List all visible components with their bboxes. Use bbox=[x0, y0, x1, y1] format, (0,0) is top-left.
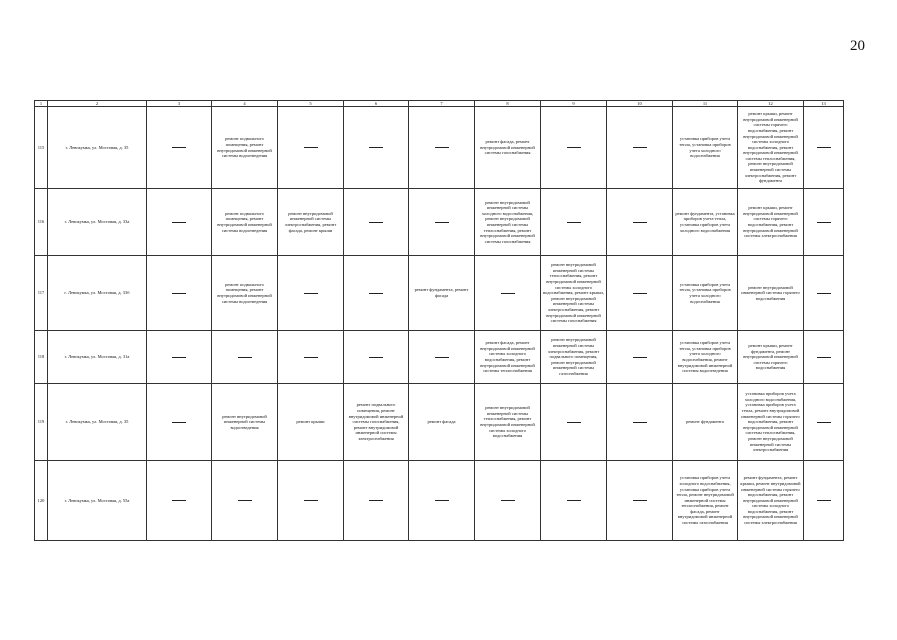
dash-mark bbox=[172, 357, 186, 358]
empty-cell bbox=[607, 461, 673, 541]
dash-mark bbox=[304, 147, 318, 148]
empty-cell bbox=[344, 461, 409, 541]
dash-mark bbox=[435, 222, 449, 223]
work-cell: ремонт фундамента, установка приборов учета тепла, установка приборов учета холодного водоснабжения bbox=[673, 189, 738, 256]
dash-mark bbox=[567, 422, 581, 423]
dash-mark bbox=[817, 500, 831, 501]
empty-cell bbox=[804, 256, 844, 331]
row-number: 115 bbox=[35, 107, 48, 189]
dash-mark bbox=[172, 500, 186, 501]
empty-cell bbox=[804, 331, 844, 384]
address-cell: г. Левокумка, ул. Мостовая, д. 35 bbox=[48, 107, 147, 189]
address-cell: г. Левокумка, ул. Мостовая, д. 33б bbox=[48, 256, 147, 331]
work-cell: ремонт крыши, ремонт фундамента, ремонт внутридомовой инженерной системы горячего водоснабжения bbox=[738, 331, 804, 384]
dash-mark bbox=[633, 293, 647, 294]
empty-cell bbox=[278, 331, 344, 384]
empty-cell bbox=[607, 107, 673, 189]
column-number-cell: 3 bbox=[147, 101, 212, 107]
empty-cell bbox=[344, 256, 409, 331]
dash-mark bbox=[369, 293, 383, 294]
row-number: 117 bbox=[35, 256, 48, 331]
empty-cell bbox=[541, 107, 607, 189]
empty-cell bbox=[409, 107, 475, 189]
address-cell: г. Левокумка, ул. Мостовая, д. 55а bbox=[48, 461, 147, 541]
empty-cell bbox=[607, 189, 673, 256]
dash-mark bbox=[633, 500, 647, 501]
empty-cell bbox=[344, 107, 409, 189]
dash-mark bbox=[304, 500, 318, 501]
work-cell: ремонт внутридомовой инженерной системы теплоснабжения, ремонт внутридомовой инженерной системы холодного водоснабжения, ремонт крыши, ремонт внутридомовой инженерной системы электроснабжения, ремонт внутридомовой инженерной системы газоснабжения bbox=[541, 256, 607, 331]
empty-cell bbox=[409, 461, 475, 541]
empty-cell bbox=[147, 107, 212, 189]
column-number-cell: 8 bbox=[475, 101, 541, 107]
column-number-cell: 12 bbox=[738, 101, 804, 107]
dash-mark bbox=[238, 500, 252, 501]
empty-cell bbox=[541, 461, 607, 541]
dash-mark bbox=[238, 357, 252, 358]
column-number-cell: 5 bbox=[278, 101, 344, 107]
dash-mark bbox=[369, 357, 383, 358]
work-cell: ремонт крыши, ремонт внутридомовой инженерной системы горячего водоснабжения, ремонт внутридомовой инженерной системы холодного водоснабжения, ремонт внутридомовой инженерной системы теплоснабжения, ремонт внутридомовой инженерной системы электроснабжения, ремонт фундамента bbox=[738, 107, 804, 189]
table-row bbox=[35, 384, 844, 461]
empty-cell bbox=[804, 384, 844, 461]
empty-cell bbox=[607, 384, 673, 461]
empty-cell bbox=[147, 461, 212, 541]
dash-mark bbox=[172, 147, 186, 148]
row-number: 119 bbox=[35, 384, 48, 461]
work-cell: установка приборов учета тепла, установка приборов учета холодного водоснабжения bbox=[673, 256, 738, 331]
empty-cell bbox=[804, 189, 844, 256]
work-cell: ремонт внутридомовой инженерной системы электроснабжения, ремонт подвального помещения, ремонт внутридомовой инженерной системы газоснабжения bbox=[541, 331, 607, 384]
dash-mark bbox=[172, 293, 186, 294]
work-cell: ремонт фасада, ремонт внутридомовой инженерной системы холодного водоснабжения, ремонт внутридомовой инженерной системы теплоснабжения bbox=[475, 331, 541, 384]
dash-mark bbox=[817, 357, 831, 358]
row-number: 118 bbox=[35, 331, 48, 384]
empty-cell bbox=[278, 107, 344, 189]
work-cell: ремонт подвального помещения, ремонт внутридомовой инженерной системы водоотведения bbox=[212, 189, 278, 256]
work-cell: ремонт крыши, ремонт внутридомовой инженерной системы горячего водоснабжения, ремонт внутридомовой инженерной системы электроснабжения bbox=[738, 189, 804, 256]
empty-cell bbox=[475, 256, 541, 331]
dash-mark bbox=[304, 293, 318, 294]
dash-mark bbox=[633, 222, 647, 223]
dash-mark bbox=[435, 500, 449, 501]
column-number-cell: 13 bbox=[804, 101, 844, 107]
dash-mark bbox=[817, 422, 831, 423]
dash-mark bbox=[817, 293, 831, 294]
work-cell: ремонт внутридомовой инженерной системы электроснабжения, ремонт фасада, ремонт крыши bbox=[278, 189, 344, 256]
dash-mark bbox=[567, 147, 581, 148]
column-number-cell: 1 bbox=[35, 101, 48, 107]
empty-cell bbox=[541, 384, 607, 461]
dash-mark bbox=[567, 222, 581, 223]
work-cell: ремонт внутридомовой инженерной системы теплоснабжения, ремонт внутридомовой инженерной системы холодного водоснабжения bbox=[475, 384, 541, 461]
dash-mark bbox=[172, 422, 186, 423]
dash-mark bbox=[501, 500, 515, 501]
table-row bbox=[35, 107, 844, 189]
empty-cell bbox=[344, 189, 409, 256]
work-cell: ремонт подвального помещения, ремонт внутридомовой инженерной системы водоотведения bbox=[212, 107, 278, 189]
empty-cell bbox=[344, 331, 409, 384]
empty-cell bbox=[475, 461, 541, 541]
empty-cell bbox=[607, 331, 673, 384]
work-cell: ремонт крыши bbox=[278, 384, 344, 461]
work-cell: ремонт фундамента, ремонт крыши, ремонт внутридомовой инженерной системы горячего водоснабжения, ремонт внутридомовой инженерной системы холодного водоснабжения, ремонт внутридомовой инженерной системы электроснабжения bbox=[738, 461, 804, 541]
work-cell: ремонт внутридомовой инженерной системы горячего водоснабжения bbox=[738, 256, 804, 331]
dash-mark bbox=[369, 500, 383, 501]
column-number-cell: 9 bbox=[541, 101, 607, 107]
work-cell: ремонт подвального помещения, ремонт внутридомовой инженерной системы водоотведения bbox=[212, 256, 278, 331]
dash-mark bbox=[435, 357, 449, 358]
page-number: 20 bbox=[850, 38, 865, 54]
empty-cell bbox=[804, 461, 844, 541]
work-cell: ремонт подвального помещения, ремонт внутридомовой инженерной системы газоснабжения, ремонт внутридомовой инженерной системы электроснабжения bbox=[344, 384, 409, 461]
work-cell: ремонт фундамента, ремонт фасада bbox=[409, 256, 475, 331]
address-cell: г. Левокумка, ул. Мостовая, д. 35 bbox=[48, 384, 147, 461]
dash-mark bbox=[172, 222, 186, 223]
work-cell: ремонт фасада, ремонт внутридомовой инженерной системы газоснабжения bbox=[475, 107, 541, 189]
empty-cell bbox=[147, 331, 212, 384]
empty-cell bbox=[212, 331, 278, 384]
column-number-cell: 6 bbox=[344, 101, 409, 107]
dash-mark bbox=[817, 147, 831, 148]
empty-cell bbox=[147, 189, 212, 256]
address-cell: г. Левокумка, ул. Мостовая, д. 33а bbox=[48, 189, 147, 256]
dash-mark bbox=[369, 147, 383, 148]
dash-mark bbox=[369, 222, 383, 223]
work-cell: ремонт внутридомовой инженерной системы холодного водоснабжения, ремонт внутридомовой инженерной системы теплоснабжения, ремонт внутридомовой инженерной системы газоснабжения bbox=[475, 189, 541, 256]
empty-cell bbox=[278, 256, 344, 331]
column-number-cell: 10 bbox=[607, 101, 673, 107]
column-number-cell: 4 bbox=[212, 101, 278, 107]
address-cell: г. Левокумка, ул. Мостовая, д. 31а bbox=[48, 331, 147, 384]
table-row bbox=[35, 461, 844, 541]
work-cell: ремонт фасада bbox=[409, 384, 475, 461]
empty-cell bbox=[804, 107, 844, 189]
table-row bbox=[35, 331, 844, 384]
dash-mark bbox=[435, 147, 449, 148]
repair-schedule-table bbox=[34, 100, 844, 541]
column-number-cell: 2 bbox=[48, 101, 147, 107]
row-number: 120 bbox=[35, 461, 48, 541]
dash-mark bbox=[501, 293, 515, 294]
dash-mark bbox=[633, 422, 647, 423]
empty-cell bbox=[278, 461, 344, 541]
work-cell: установка приборов учета холодного водоснабжения, установка приборов учета тепла, ремонт внутридомовой инженерной системы горячего водоснабжения, ремонт внутридомовой инженерной системы теплоснабжения, ремонт внутридомовой инженерной системы электроснабжения bbox=[738, 384, 804, 461]
empty-cell bbox=[409, 189, 475, 256]
table-row bbox=[35, 256, 844, 331]
work-cell: ремонт фундамента bbox=[673, 384, 738, 461]
column-number-cell: 11 bbox=[673, 101, 738, 107]
work-cell: установка приборов учета тепла, установка приборов учета холодного водоснабжения bbox=[673, 107, 738, 189]
empty-cell bbox=[147, 384, 212, 461]
dash-mark bbox=[817, 222, 831, 223]
dash-mark bbox=[633, 147, 647, 148]
dash-mark bbox=[304, 357, 318, 358]
work-cell: ремонт внутридомовой инженерной системы водоотведения bbox=[212, 384, 278, 461]
empty-cell bbox=[409, 331, 475, 384]
dash-mark bbox=[567, 500, 581, 501]
work-cell: установка приборов учета холодного водоснабжения, установка приборов учета тепла, ремонт внутридомовой инженерной системы теплоснабжения, ремонт фасада, ремонт внутридомовой инженерной системы газоснабжения bbox=[673, 461, 738, 541]
empty-cell bbox=[147, 256, 212, 331]
table-row bbox=[35, 189, 844, 256]
work-cell: установка приборов учета тепла, установка приборов учета холодного водоснабжения, ремонт внутридомовой инженерной системы водоотведения bbox=[673, 331, 738, 384]
empty-cell bbox=[541, 189, 607, 256]
empty-cell bbox=[607, 256, 673, 331]
row-number: 116 bbox=[35, 189, 48, 256]
dash-mark bbox=[633, 357, 647, 358]
empty-cell bbox=[212, 461, 278, 541]
column-number-cell: 7 bbox=[409, 101, 475, 107]
